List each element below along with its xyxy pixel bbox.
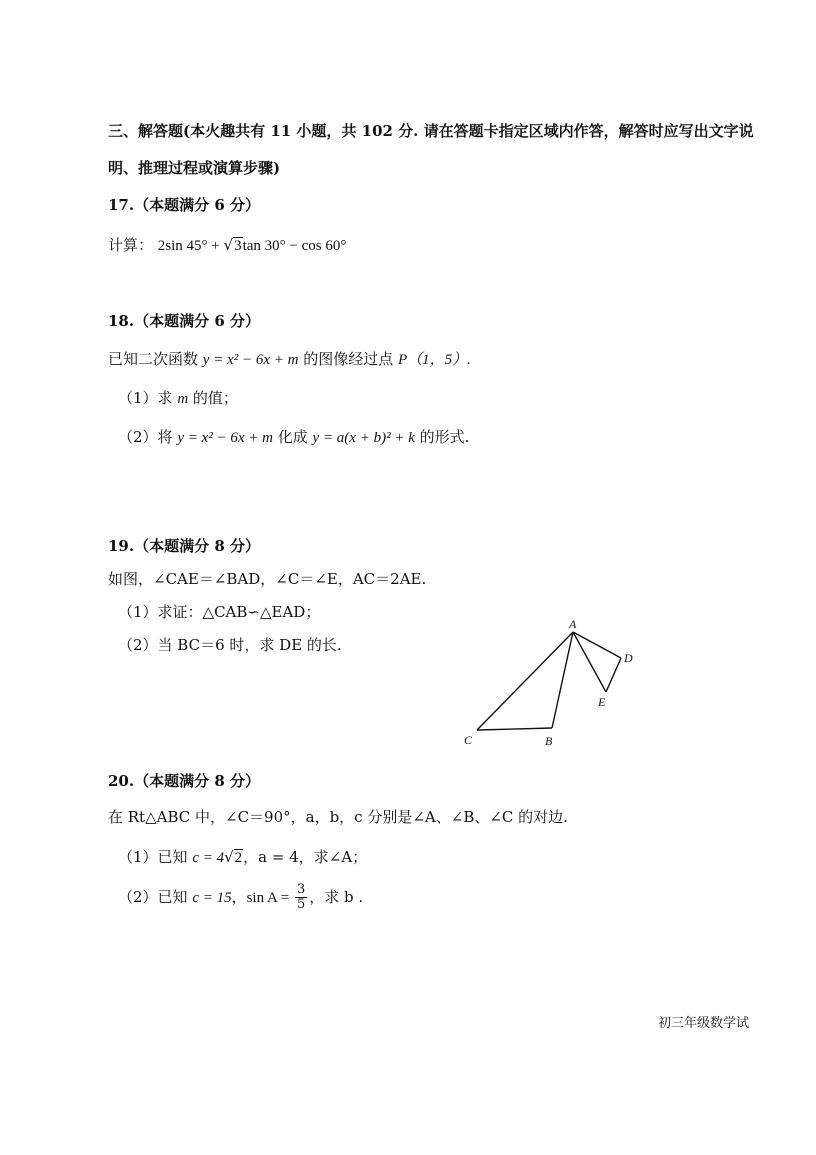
q17-expression — [108, 234, 346, 255]
q18-p1-suffix: 的值； — [188, 389, 238, 407]
q17-header: 17.（本题满分 6 分） — [108, 196, 260, 214]
q20-p2-rest: ，求 b . — [309, 887, 364, 906]
q19-part1: （1）求证：△CAB∽△EAD； — [118, 603, 321, 621]
q17-prompt: 计算： — [108, 236, 154, 254]
q20-p1-rest: ，a = 4，求∠A； — [243, 848, 368, 866]
q20-header: 20.（本题满分 8 分） — [108, 772, 260, 790]
q18-p1-label: （1）求 — [118, 389, 178, 407]
q18-stmt-prefix: 已知二次函数 — [108, 350, 203, 368]
q18-part2 — [118, 426, 469, 447]
q18-stmt-point: P（1，5）. — [398, 352, 471, 368]
q18-header: 18.（本题满分 6 分） — [108, 312, 260, 330]
section-heading-line1: 三、解答题(本火趣共有 11 小题，共 102 分. 请在答题卡指定区域内作答，解答时应写出文字说 — [108, 122, 754, 140]
q20-p1-sqrt-radicand: 2 — [234, 850, 243, 866]
q20-p2-c: c = 15 — [192, 889, 232, 906]
q19-part2: （2）当 BC＝6 时，求 DE 的长. — [118, 636, 342, 654]
q18-stmt-mid: 的图像经过点 — [298, 350, 398, 368]
label-d: D — [624, 651, 633, 665]
q17-sqrt-radicand: 3 — [234, 238, 242, 254]
q20-part2 — [118, 883, 363, 913]
q18-p2-vertex-form: y = a(x + b)² + k — [312, 430, 415, 446]
q20-p1-label: （1）已知 — [118, 848, 193, 866]
page-footer: 初三年级数学试 — [658, 1016, 750, 1031]
q19-statement: 如图，∠CAE＝∠BAD，∠C＝∠E，AC＝2AE. — [108, 570, 427, 588]
q17-expr-b: tan 30° − cos 60° — [242, 238, 347, 254]
label-b: B — [545, 734, 553, 748]
q18-p2-label: （2）将 — [118, 428, 178, 446]
q20-p2-mid: ，sin A = — [231, 889, 293, 906]
q17-expr-a: 2sin 45° + — [157, 238, 224, 254]
q20-p1-c: c = 4 — [192, 850, 225, 866]
q18-p2-function: y = x² − 6x + m — [177, 430, 273, 446]
segment-cb — [477, 728, 552, 730]
q18-part1 — [118, 387, 238, 408]
q18-p2-mid: 化成 — [272, 428, 313, 446]
segment-ac — [477, 632, 573, 730]
sqrt-symbol: √2 — [224, 848, 243, 866]
q20-fraction-numerator: 3 — [297, 882, 306, 897]
q18-p1-var: m — [177, 391, 189, 407]
q20-fraction — [295, 883, 307, 913]
label-c: C — [464, 733, 473, 747]
q18-p2-suffix: 的形式. — [414, 428, 470, 446]
segment-de — [606, 658, 621, 692]
section-heading-line2: 明、推理过程或演算步骤) — [108, 159, 281, 177]
q18-statement — [108, 348, 471, 369]
q20-fraction-denominator: 5 — [297, 897, 306, 913]
q20-statement: 在 Rt△ABC 中，∠C＝90°，a，b，c 分别是∠A、∠B、∠C 的对边. — [108, 808, 568, 826]
label-e: E — [598, 695, 606, 709]
q19-header: 19.（本题满分 8 分） — [108, 537, 260, 555]
triangle-figure — [455, 614, 655, 754]
segment-ab — [552, 632, 573, 728]
label-a: A — [569, 617, 577, 631]
q20-part1 — [118, 846, 367, 867]
q20-p2-label: （2）已知 — [118, 887, 193, 906]
q18-stmt-function: y = x² − 6x + m — [202, 352, 299, 368]
sqrt-symbol: √3 — [223, 236, 242, 254]
